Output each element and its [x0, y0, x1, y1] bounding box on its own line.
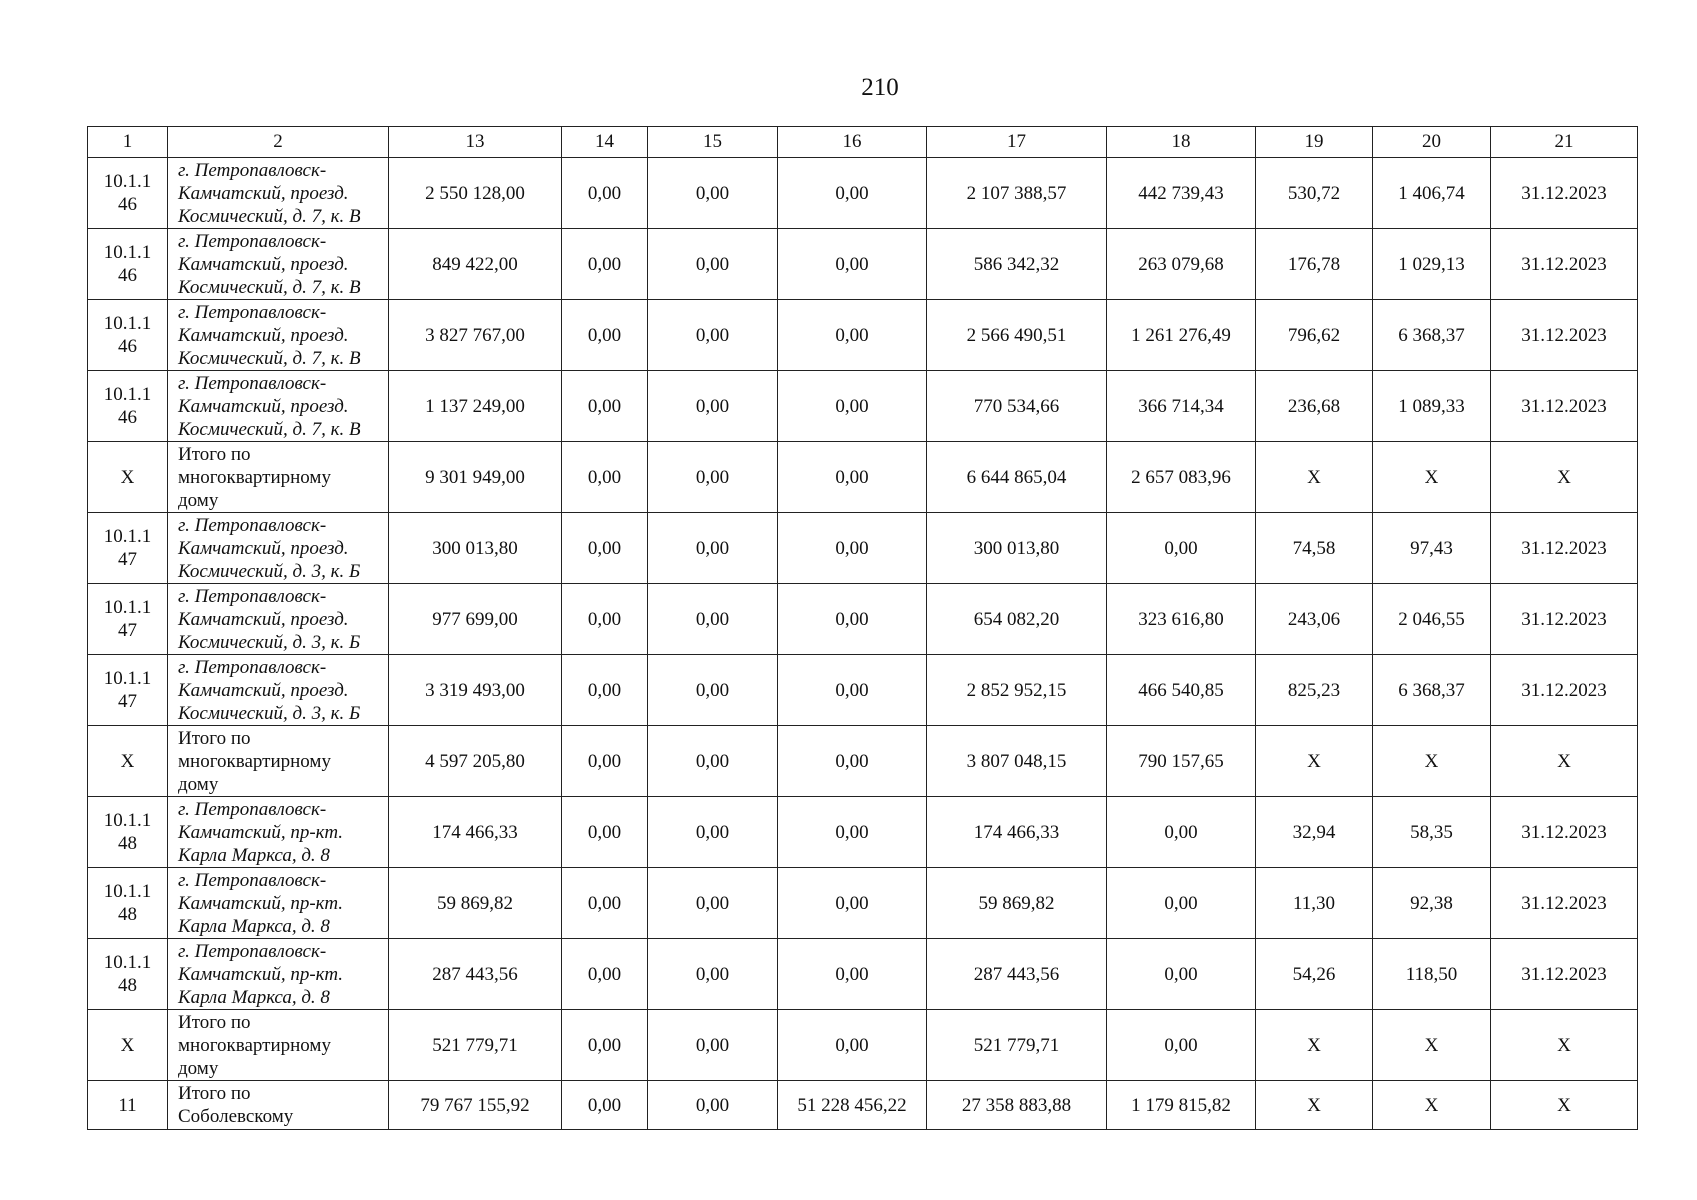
- value-cell: X: [1373, 726, 1491, 797]
- column-header: 1: [88, 127, 168, 158]
- value-cell: 0,00: [778, 797, 927, 868]
- value-cell: 0,00: [648, 655, 778, 726]
- value-cell: 0,00: [1107, 513, 1256, 584]
- row-number-line: 47: [118, 549, 137, 570]
- address-line: Камчатский, проезд.: [178, 608, 349, 630]
- value-cell: 176,78: [1256, 229, 1373, 300]
- value-cell: 0,00: [648, 513, 778, 584]
- row-number-line: 10.1.1: [103, 810, 152, 831]
- address-line: Карла Маркса, д. 8: [178, 844, 330, 866]
- table-row: [88, 797, 1638, 868]
- value-cell: 0,00: [562, 797, 648, 868]
- value-cell: 0,00: [648, 868, 778, 939]
- row-number: [88, 868, 168, 939]
- value-cell: 236,68: [1256, 371, 1373, 442]
- value-cell: 118,50: [1373, 939, 1491, 1010]
- value-cell: 0,00: [562, 229, 648, 300]
- address-line: Итого по: [178, 727, 251, 749]
- value-cell: 1 089,33: [1373, 371, 1491, 442]
- address-cell: [168, 584, 389, 655]
- column-header: 18: [1107, 127, 1256, 158]
- value-cell: 521 779,71: [927, 1010, 1107, 1081]
- address-line: г. Петропавловск-: [178, 869, 327, 891]
- value-cell: 31.12.2023: [1491, 229, 1638, 300]
- row-number: [88, 158, 168, 229]
- row-number: [88, 797, 168, 868]
- value-cell: X: [1491, 1010, 1638, 1081]
- address-line: г. Петропавловск-: [178, 301, 327, 323]
- value-cell: 58,35: [1373, 797, 1491, 868]
- header-row: [88, 127, 1638, 158]
- value-cell: 0,00: [648, 371, 778, 442]
- value-cell: 0,00: [1107, 1010, 1256, 1081]
- value-cell: X: [1256, 726, 1373, 797]
- value-cell: 521 779,71: [389, 1010, 562, 1081]
- table-row: [88, 584, 1638, 655]
- address-line: Космический, д. 3, к. Б: [178, 560, 361, 582]
- column-header: 14: [562, 127, 648, 158]
- value-cell: 0,00: [562, 371, 648, 442]
- value-cell: 0,00: [778, 1010, 927, 1081]
- row-number-line: 10.1.1: [103, 881, 152, 902]
- address-line: многоквартирному: [178, 466, 331, 488]
- total-label-cell: [168, 1010, 389, 1081]
- value-cell: 654 082,20: [927, 584, 1107, 655]
- row-number-line: 47: [118, 620, 137, 641]
- value-cell: 0,00: [778, 371, 927, 442]
- value-cell: 6 644 865,04: [927, 442, 1107, 513]
- value-cell: 6 368,37: [1373, 300, 1491, 371]
- address-line: г. Петропавловск-: [178, 585, 327, 607]
- value-cell: 466 540,85: [1107, 655, 1256, 726]
- value-cell: 2 550 128,00: [389, 158, 562, 229]
- table-row: [88, 726, 1638, 797]
- value-cell: 0,00: [562, 1010, 648, 1081]
- table-row: [88, 513, 1638, 584]
- address-line: Соболевскому: [178, 1106, 294, 1127]
- value-cell: 31.12.2023: [1491, 939, 1638, 1010]
- row-number-line: X: [120, 466, 135, 488]
- address-line: Космический, д. 7, к. В: [178, 347, 361, 369]
- value-cell: 31.12.2023: [1491, 371, 1638, 442]
- row-number-line: 11: [118, 1094, 137, 1116]
- row-number-line: 10.1.1: [103, 384, 152, 405]
- address-line: Космический, д. 7, к. В: [178, 276, 361, 298]
- value-cell: X: [1256, 1010, 1373, 1081]
- data-table: [87, 126, 1638, 1130]
- table-row: [88, 655, 1638, 726]
- value-cell: 530,72: [1256, 158, 1373, 229]
- row-number: [88, 371, 168, 442]
- address-line: Камчатский, проезд.: [178, 395, 349, 417]
- value-cell: 977 699,00: [389, 584, 562, 655]
- value-cell: 0,00: [562, 726, 648, 797]
- value-cell: 0,00: [778, 442, 927, 513]
- column-header: 16: [778, 127, 927, 158]
- address-line: дому: [178, 1057, 219, 1079]
- value-cell: 31.12.2023: [1491, 868, 1638, 939]
- value-cell: X: [1256, 442, 1373, 513]
- value-cell: 0,00: [778, 300, 927, 371]
- page-number: 210: [861, 74, 899, 101]
- value-cell: 4 597 205,80: [389, 726, 562, 797]
- row-number-line: 48: [118, 975, 137, 996]
- address-cell: [168, 655, 389, 726]
- row-number: [88, 1081, 168, 1130]
- row-number: [88, 300, 168, 371]
- value-cell: 3 319 493,00: [389, 655, 562, 726]
- table-row: [88, 939, 1638, 1010]
- value-cell: 0,00: [648, 442, 778, 513]
- address-line: Камчатский, проезд.: [178, 182, 349, 204]
- total-label-cell: [168, 1081, 389, 1130]
- value-cell: 287 443,56: [389, 939, 562, 1010]
- value-cell: 51 228 456,22: [778, 1081, 927, 1130]
- value-cell: 97,43: [1373, 513, 1491, 584]
- value-cell: 54,26: [1256, 939, 1373, 1010]
- value-cell: 2 852 952,15: [927, 655, 1107, 726]
- row-number: [88, 726, 168, 797]
- address-line: Карла Маркса, д. 8: [178, 915, 330, 937]
- value-cell: X: [1373, 1010, 1491, 1081]
- row-number-line: X: [120, 750, 135, 772]
- value-cell: 0,00: [648, 726, 778, 797]
- value-cell: 0,00: [562, 513, 648, 584]
- value-cell: 174 466,33: [389, 797, 562, 868]
- value-cell: 0,00: [648, 1010, 778, 1081]
- column-header: 20: [1373, 127, 1491, 158]
- value-cell: 1 261 276,49: [1107, 300, 1256, 371]
- table-row: [88, 371, 1638, 442]
- total-label-cell: [168, 442, 389, 513]
- table-row: [88, 229, 1638, 300]
- value-cell: 9 301 949,00: [389, 442, 562, 513]
- address-line: Итого по: [178, 1011, 251, 1033]
- value-cell: X: [1491, 442, 1638, 513]
- value-cell: 366 714,34: [1107, 371, 1256, 442]
- value-cell: 174 466,33: [927, 797, 1107, 868]
- value-cell: 0,00: [778, 939, 927, 1010]
- value-cell: 2 566 490,51: [927, 300, 1107, 371]
- value-cell: 0,00: [562, 442, 648, 513]
- row-number-line: 47: [118, 691, 137, 712]
- value-cell: X: [1256, 1081, 1373, 1130]
- address-line: г. Петропавловск-: [178, 798, 327, 820]
- address-cell: [168, 868, 389, 939]
- row-number-line: 48: [118, 833, 137, 854]
- value-cell: 287 443,56: [927, 939, 1107, 1010]
- value-cell: 0,00: [648, 584, 778, 655]
- value-cell: 1 137 249,00: [389, 371, 562, 442]
- column-header: 15: [648, 127, 778, 158]
- column-header: 13: [389, 127, 562, 158]
- value-cell: 92,38: [1373, 868, 1491, 939]
- value-cell: 2 107 388,57: [927, 158, 1107, 229]
- address-line: Камчатский, проезд.: [178, 679, 349, 701]
- address-line: Космический, д. 7, к. В: [178, 205, 361, 227]
- address-cell: [168, 229, 389, 300]
- address-line: Космический, д. 3, к. Б: [178, 702, 361, 724]
- value-cell: 0,00: [562, 300, 648, 371]
- address-cell: [168, 939, 389, 1010]
- column-header: 19: [1256, 127, 1373, 158]
- value-cell: X: [1373, 1081, 1491, 1130]
- row-number-line: 10.1.1: [103, 668, 152, 689]
- value-cell: X: [1491, 726, 1638, 797]
- table-row: [88, 442, 1638, 513]
- value-cell: X: [1491, 1081, 1638, 1130]
- address-line: г. Петропавловск-: [178, 656, 327, 678]
- address-cell: [168, 371, 389, 442]
- value-cell: 11,30: [1256, 868, 1373, 939]
- value-cell: 0,00: [1107, 797, 1256, 868]
- value-cell: 31.12.2023: [1491, 797, 1638, 868]
- address-cell: [168, 797, 389, 868]
- row-number-line: 10.1.1: [103, 171, 152, 192]
- value-cell: 0,00: [778, 655, 927, 726]
- value-cell: 1 179 815,82: [1107, 1081, 1256, 1130]
- value-cell: 74,58: [1256, 513, 1373, 584]
- row-number: [88, 442, 168, 513]
- value-cell: 263 079,68: [1107, 229, 1256, 300]
- address-line: Карла Маркса, д. 8: [178, 986, 330, 1008]
- value-cell: 0,00: [562, 939, 648, 1010]
- row-number-line: 46: [118, 194, 137, 215]
- row-number: [88, 229, 168, 300]
- row-number: [88, 939, 168, 1010]
- address-line: Камчатский, пр-кт.: [178, 963, 344, 985]
- row-number-line: 10.1.1: [103, 242, 152, 263]
- value-cell: 0,00: [562, 655, 648, 726]
- address-line: Космический, д. 3, к. Б: [178, 631, 361, 653]
- value-cell: 3 827 767,00: [389, 300, 562, 371]
- value-cell: 79 767 155,92: [389, 1081, 562, 1130]
- value-cell: 790 157,65: [1107, 726, 1256, 797]
- value-cell: 243,06: [1256, 584, 1373, 655]
- value-cell: 0,00: [562, 1081, 648, 1130]
- row-number: [88, 513, 168, 584]
- value-cell: 300 013,80: [389, 513, 562, 584]
- value-cell: 796,62: [1256, 300, 1373, 371]
- address-line: Космический, д. 7, к. В: [178, 418, 361, 440]
- value-cell: 0,00: [648, 797, 778, 868]
- value-cell: 0,00: [1107, 939, 1256, 1010]
- row-number-line: 10.1.1: [103, 313, 152, 334]
- value-cell: 1 406,74: [1373, 158, 1491, 229]
- row-number: [88, 655, 168, 726]
- row-number-line: X: [120, 1034, 135, 1056]
- address-line: Итого по: [178, 1083, 251, 1104]
- address-line: г. Петропавловск-: [178, 514, 327, 536]
- value-cell: 0,00: [778, 158, 927, 229]
- value-cell: 323 616,80: [1107, 584, 1256, 655]
- value-cell: 3 807 048,15: [927, 726, 1107, 797]
- value-cell: 0,00: [648, 939, 778, 1010]
- value-cell: 300 013,80: [927, 513, 1107, 584]
- address-line: дому: [178, 489, 219, 511]
- value-cell: 849 422,00: [389, 229, 562, 300]
- value-cell: 0,00: [562, 158, 648, 229]
- value-cell: 6 368,37: [1373, 655, 1491, 726]
- value-cell: 2 657 083,96: [1107, 442, 1256, 513]
- value-cell: 0,00: [648, 300, 778, 371]
- row-number-line: 10.1.1: [103, 597, 152, 618]
- total-label-cell: [168, 726, 389, 797]
- value-cell: 825,23: [1256, 655, 1373, 726]
- table-row: [88, 158, 1638, 229]
- address-line: Камчатский, пр-кт.: [178, 821, 344, 843]
- address-line: многоквартирному: [178, 750, 331, 772]
- value-cell: 586 342,32: [927, 229, 1107, 300]
- value-cell: 59 869,82: [927, 868, 1107, 939]
- column-header: 2: [168, 127, 389, 158]
- value-cell: 32,94: [1256, 797, 1373, 868]
- address-line: г. Петропавловск-: [178, 940, 327, 962]
- row-number-line: 10.1.1: [103, 526, 152, 547]
- table-row: [88, 300, 1638, 371]
- address-line: дому: [178, 773, 219, 795]
- row-number-line: 46: [118, 336, 137, 357]
- table-row: [88, 1010, 1638, 1081]
- value-cell: 0,00: [648, 229, 778, 300]
- value-cell: 31.12.2023: [1491, 300, 1638, 371]
- address-line: многоквартирному: [178, 1034, 331, 1056]
- value-cell: 31.12.2023: [1491, 584, 1638, 655]
- value-cell: 0,00: [778, 513, 927, 584]
- value-cell: 0,00: [778, 584, 927, 655]
- value-cell: 31.12.2023: [1491, 513, 1638, 584]
- value-cell: 0,00: [648, 158, 778, 229]
- address-line: Камчатский, проезд.: [178, 253, 349, 275]
- address-line: г. Петропавловск-: [178, 372, 327, 394]
- column-header: 17: [927, 127, 1107, 158]
- value-cell: 2 046,55: [1373, 584, 1491, 655]
- value-cell: 59 869,82: [389, 868, 562, 939]
- table-row: [88, 1081, 1638, 1130]
- value-cell: 0,00: [562, 584, 648, 655]
- row-number-line: 48: [118, 904, 137, 925]
- address-line: Итого по: [178, 443, 251, 465]
- row-number: [88, 1010, 168, 1081]
- value-cell: 0,00: [778, 868, 927, 939]
- value-cell: 0,00: [562, 868, 648, 939]
- address-line: Камчатский, проезд.: [178, 324, 349, 346]
- table-row: [88, 868, 1638, 939]
- value-cell: 0,00: [1107, 868, 1256, 939]
- row-number-line: 10.1.1: [103, 952, 152, 973]
- address-line: Камчатский, пр-кт.: [178, 892, 344, 914]
- column-header: 21: [1491, 127, 1638, 158]
- address-cell: [168, 158, 389, 229]
- value-cell: 442 739,43: [1107, 158, 1256, 229]
- value-cell: 31.12.2023: [1491, 158, 1638, 229]
- value-cell: 0,00: [778, 229, 927, 300]
- address-line: г. Петропавловск-: [178, 230, 327, 252]
- value-cell: 0,00: [778, 726, 927, 797]
- value-cell: 31.12.2023: [1491, 655, 1638, 726]
- address-cell: [168, 513, 389, 584]
- value-cell: 770 534,66: [927, 371, 1107, 442]
- row-number-line: 46: [118, 407, 137, 428]
- value-cell: X: [1373, 442, 1491, 513]
- value-cell: 0,00: [648, 1081, 778, 1130]
- value-cell: 27 358 883,88: [927, 1081, 1107, 1130]
- address-cell: [168, 300, 389, 371]
- value-cell: 1 029,13: [1373, 229, 1491, 300]
- address-line: Камчатский, проезд.: [178, 537, 349, 559]
- row-number: [88, 584, 168, 655]
- address-line: г. Петропавловск-: [178, 159, 327, 181]
- row-number-line: 46: [118, 265, 137, 286]
